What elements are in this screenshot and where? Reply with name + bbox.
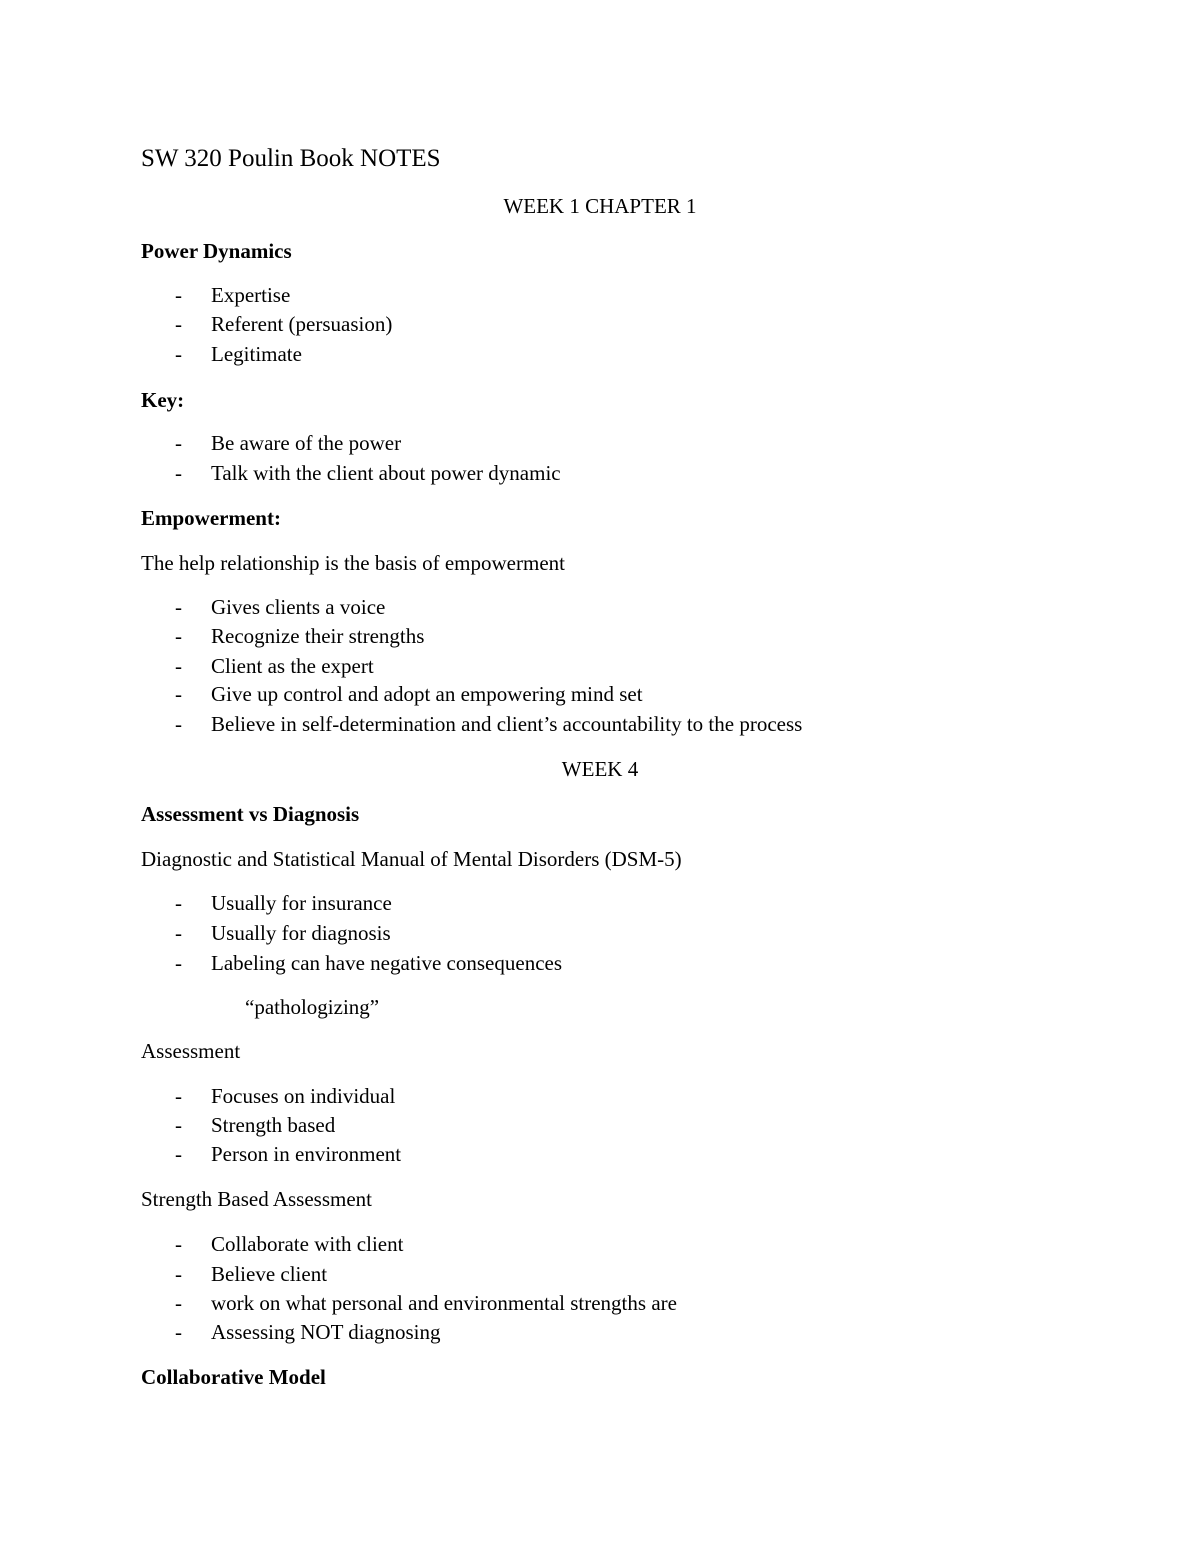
list-item: Legitimate xyxy=(211,342,302,366)
bullet-dash: - xyxy=(175,712,182,736)
bullet-dash: - xyxy=(175,595,182,619)
assessment-vs-diagnosis-heading: Assessment vs Diagnosis xyxy=(141,802,360,826)
power-dynamics-heading: Power Dynamics xyxy=(141,239,292,263)
empowerment-heading: Empowerment: xyxy=(141,506,281,530)
list-item: work on what personal and environmental strengths are xyxy=(211,1291,677,1315)
strength-based-heading: Strength Based Assessment xyxy=(141,1187,372,1211)
list-item: Recognize their strengths xyxy=(211,624,425,648)
list-item: Collaborate with client xyxy=(211,1232,404,1256)
list-item: Client as the expert xyxy=(211,654,374,678)
list-item: Usually for diagnosis xyxy=(211,921,391,945)
list-item: Expertise xyxy=(211,283,291,307)
bullet-dash: - xyxy=(175,624,182,648)
bullet-dash: - xyxy=(175,1291,182,1315)
bullet-dash: - xyxy=(175,342,182,366)
list-item: Give up control and adopt an empowering mind set xyxy=(211,682,643,706)
pathologizing-note: “pathologizing” xyxy=(245,995,380,1019)
bullet-dash: - xyxy=(175,891,182,915)
list-item: Gives clients a voice xyxy=(211,595,386,619)
list-item: Strength based xyxy=(211,1113,336,1137)
bullet-dash: - xyxy=(175,312,182,336)
bullet-dash: - xyxy=(175,431,182,455)
bullet-dash: - xyxy=(175,1262,182,1286)
bullet-dash: - xyxy=(175,682,182,706)
list-item: Be aware of the power xyxy=(211,431,402,455)
bullet-dash: - xyxy=(175,283,182,307)
bullet-dash: - xyxy=(175,1113,182,1137)
bullet-dash: - xyxy=(175,1320,182,1344)
list-item: Focuses on individual xyxy=(211,1084,396,1108)
list-item: Person in environment xyxy=(211,1142,402,1166)
list-item: Talk with the client about power dynamic xyxy=(211,461,561,485)
list-item: Assessing NOT diagnosing xyxy=(211,1320,441,1344)
bullet-dash: - xyxy=(175,1142,182,1166)
list-item: Labeling can have negative consequences xyxy=(211,951,563,975)
key-heading: Key: xyxy=(141,388,185,412)
empowerment-intro: The help relationship is the basis of empowerment xyxy=(141,551,565,575)
week4-heading: WEEK 4 xyxy=(561,757,639,781)
bullet-dash: - xyxy=(175,461,182,485)
document-title: SW 320 Poulin Book NOTES xyxy=(141,145,441,172)
assessment-heading: Assessment xyxy=(141,1039,241,1063)
list-item: Referent (persuasion) xyxy=(211,312,393,336)
list-item: Believe client xyxy=(211,1262,328,1286)
bullet-dash: - xyxy=(175,1232,182,1256)
dsm-line: Diagnostic and Statistical Manual of Mental Disorders (DSM-5) xyxy=(141,847,682,871)
bullet-dash: - xyxy=(175,951,182,975)
collaborative-model-heading: Collaborative Model xyxy=(141,1365,326,1389)
bullet-dash: - xyxy=(175,1084,182,1108)
list-item: Believe in self-determination and client’s accountability to the process xyxy=(211,712,803,736)
bullet-dash: - xyxy=(175,654,182,678)
bullet-dash: - xyxy=(175,921,182,945)
list-item: Usually for insurance xyxy=(211,891,392,915)
week1-heading: WEEK 1 CHAPTER 1 xyxy=(503,194,697,218)
